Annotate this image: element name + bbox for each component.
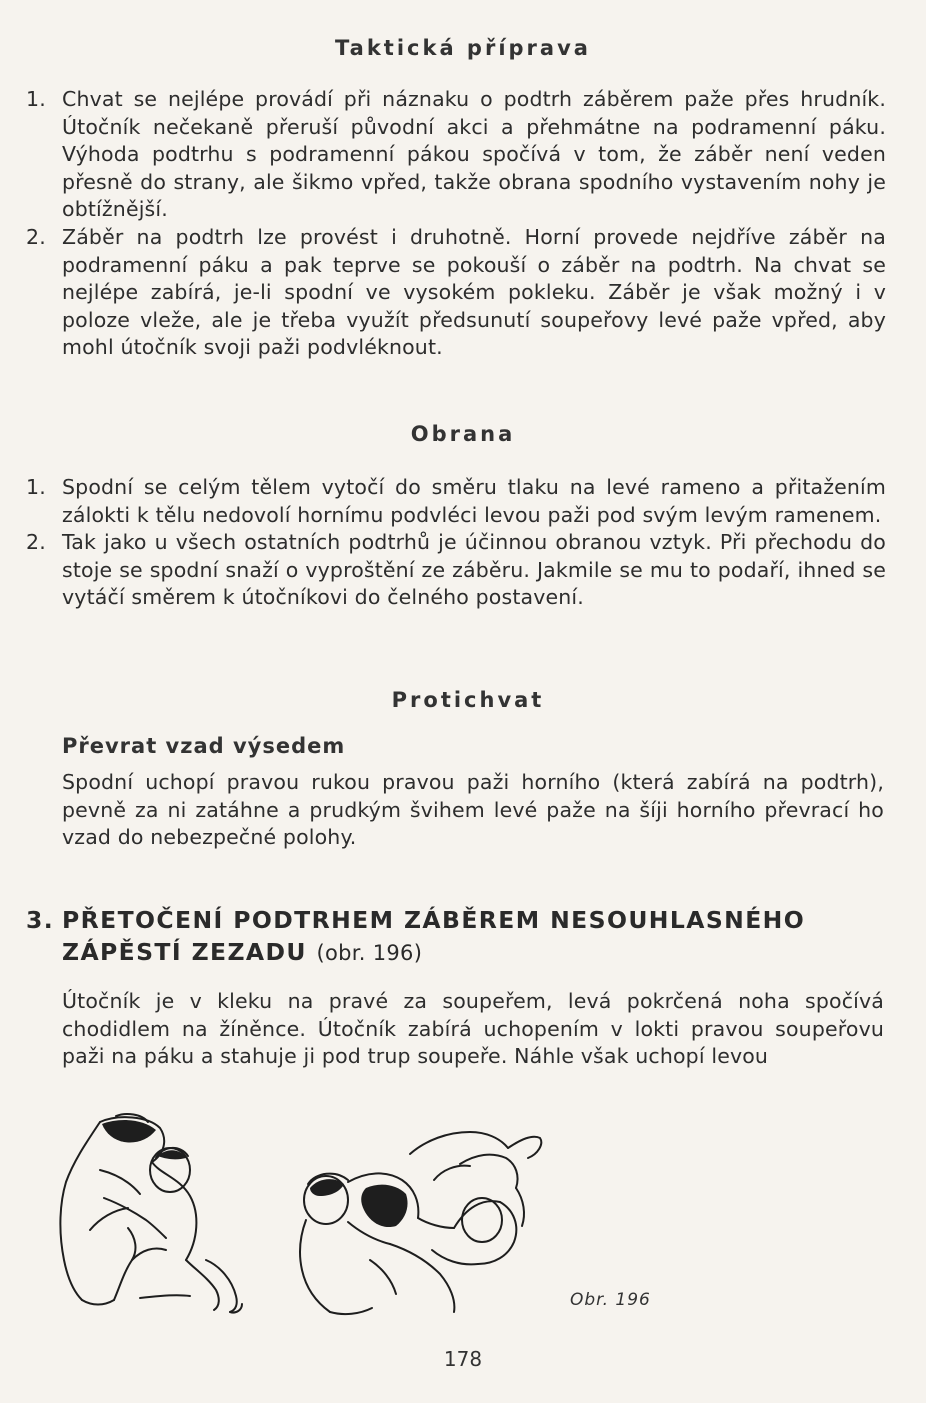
section-3-paragraph: Útočník je v kleku na pravé za soupeřem, levá pokrčená noha spočívá chodidlem na žíněnce. Útočník zabírá uchopením v lokti pravou soupeřovu paži na páku a stahuje ji pod trup soupeře. Náhle však uchopí levou — [62, 989, 884, 1069]
list-item — [26, 224, 886, 362]
heading-protichvat: Protichvat — [391, 688, 545, 712]
list-text: Záběr na podtrh lze provést i druhotně. Horní provede nejdříve záběr na podramenní páku a pak teprve se pokouší o záběr na podtrh. Na chvat se nejlépe zabírá, je-li spodní ve vysokém pokleku. Záběr je však možný i v poloze vleže, ale je třeba využít předsunutí soupeřovy levé paže vpřed, aby mohl útočník svoji paži podvléknout. — [62, 224, 886, 360]
section-number: 3. — [26, 906, 55, 934]
list-text: Chvat se nejlépe provádí při náznaku o podtrh záběrem paže přes hrudník. Útočník nečekaně přeruší původní akci a přehmátne na podramenní páku. Výhoda podtrhu s podramenní pákou spočívá v tom, že záběr není veden přesně do strany, ale šikmo vpřed, takže obrana spodního vystavením nohy je obtížnější. — [62, 87, 886, 222]
list-item — [26, 474, 886, 529]
list-text: Tak jako u všech ostatních podtrhů je účinnou obranou vztyk. Při přechodu do stoje se spodní snaží o vyproštění ze záběru. Jakmile se mu to podaří, ihned se vytáčí směrem k útočníkovi do čelného postavení. — [62, 530, 886, 610]
wrestling-illustration — [30, 1110, 550, 1320]
section-title-text: PŘETOČENÍ PODTRHEM ZÁBĚREM NESOUHLASNÉHO ZÁPĚSTÍ ZEZADU — [62, 906, 806, 966]
list-item — [26, 529, 886, 612]
subheading-prevrat: Převrat vzad výsedem — [62, 734, 346, 758]
list-text: Spodní se celým tělem vytočí do směru tlaku na levé rameno a přitažením zálokti k tělu nedovolí hornímu podvléci levou paži pod svým levým ramenem. — [62, 475, 886, 527]
section-3-title — [26, 904, 896, 969]
figure-reference: (obr. 196) — [316, 941, 423, 965]
figure-right-pair — [300, 1132, 541, 1314]
obrana-list — [26, 474, 886, 612]
list-number: 1. — [26, 87, 46, 111]
takticka-list — [26, 86, 886, 362]
heading-takticka-priprava: Taktická příprava — [335, 36, 591, 60]
page-number: 178 — [443, 1347, 483, 1371]
heading-obrana: Obrana — [410, 422, 516, 446]
list-item — [26, 86, 886, 224]
figure-left-pair — [60, 1114, 242, 1313]
list-number: 1. — [26, 475, 46, 499]
protichvat-paragraph: Spodní uchopí pravou rukou pravou paži horního (která zabírá na podtrh), pevně za ni zatáhne a prudkým švihem levé paže na šíji horního převrací ho vzad do nebezpečné polohy. — [62, 770, 884, 850]
figure-caption: Obr. 196 — [570, 1290, 651, 1310]
list-number: 2. — [26, 224, 46, 249]
list-number: 2. — [26, 530, 46, 555]
